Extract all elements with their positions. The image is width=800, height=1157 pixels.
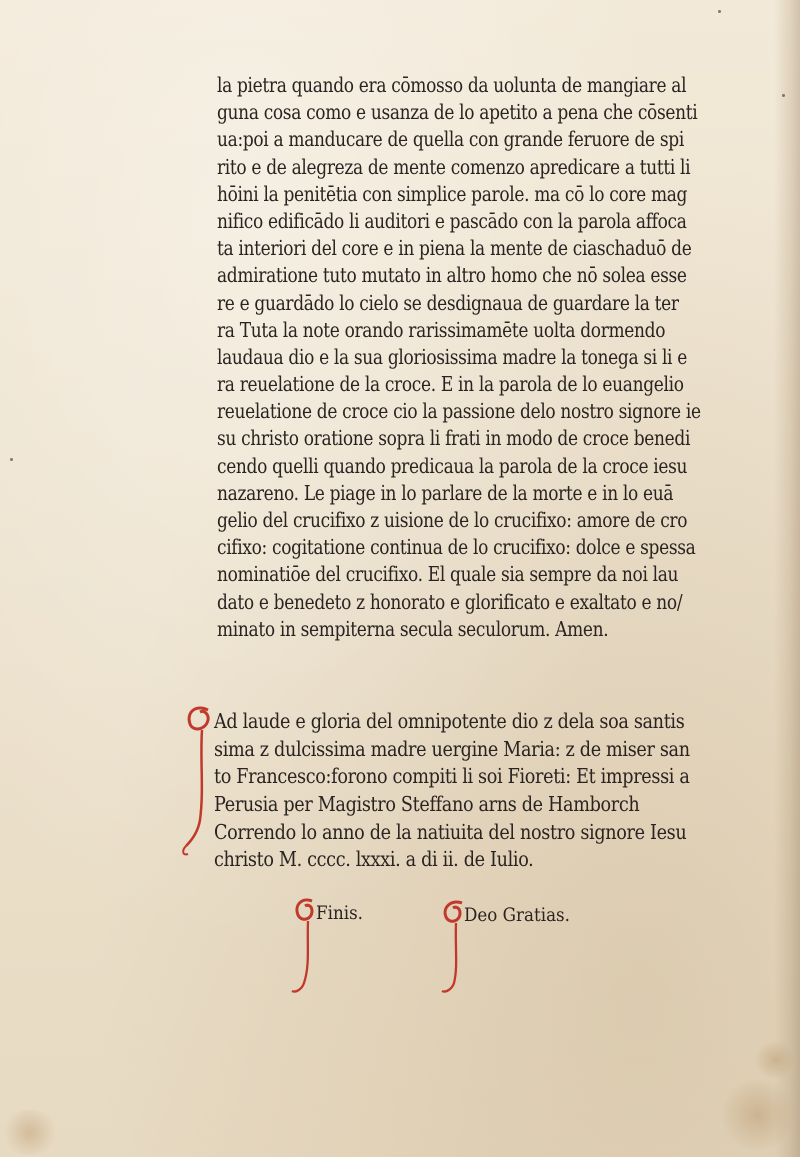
text-line: nifico edificādo li auditori e pascādo con la parola affoca xyxy=(217,208,687,233)
text-line: ra Tuta la note orando rarissimamēte uolta dormendo xyxy=(217,317,666,342)
text-line: admiratione tuto mutato in altro homo che nō solea esse xyxy=(217,263,687,288)
main-text-block xyxy=(217,72,777,643)
text-line: gelio del crucifixo z uisione de lo crucifixo: amore de cro xyxy=(217,508,688,532)
foxing-stain xyxy=(755,1040,795,1080)
foxing-stain xyxy=(0,1110,60,1155)
paper-speck xyxy=(10,458,13,461)
colophon-line: christo M. cccc. lxxxi. a di ii. de Iulio. xyxy=(214,847,534,872)
paper-speck xyxy=(782,94,785,97)
text-line: cendo quelli quando predicaua la parola de la croce iesu xyxy=(217,453,688,478)
colophon-line: Ad laude e gloria del omnipotente dio z dela soa santis xyxy=(214,709,685,733)
text-line: la pietra quando era cōmosso da uolunta de mangiare al xyxy=(217,73,687,97)
text-line: minato in sempiterna secula seculorum. Amen. xyxy=(217,616,609,641)
text-line: hōini la penitētia con simplice parole. ma cō lo core mag xyxy=(217,181,688,206)
text-line: reuelatione de croce cio la passione delo nostro signore ie xyxy=(217,399,701,424)
colophon-line: to Francesco:forono compiti li soi Fioreti: Et impressi a xyxy=(214,764,690,789)
text-line: su christo oratione sopra li frati in modo de croce benedi xyxy=(217,426,691,451)
text-line: guna cosa como e usanza de lo apetito a pena che cōsenti xyxy=(217,100,698,125)
colophon-line: Correndo lo anno de la natiuita del nostro signore Iesu xyxy=(214,819,687,844)
deo-gratias-label: Deo Gratias. xyxy=(464,904,570,926)
text-line: ta interiori del core e in piena la mente de ciaschaduō de xyxy=(217,236,692,261)
foxing-stain xyxy=(718,1080,798,1150)
paper-speck xyxy=(718,10,721,13)
finis-label: Finis. xyxy=(316,902,363,924)
text-line: dato e benedeto z honorato e glorificato e exaltato e no/ xyxy=(217,589,683,614)
text-line: rito e de alegreza de mente comenzo apredicare a tutti li xyxy=(217,154,691,179)
text-line: nazareno. Le piage in lo parlare de la morte e in lo euā xyxy=(217,480,674,505)
colophon-line: sima z dulcissima madre uergine Maria: z de miser san xyxy=(214,736,690,761)
colophon-line: Perusia per Magistro Steffano arns de Hamborch xyxy=(214,792,640,817)
colophon-block xyxy=(214,708,734,874)
text-line: nominatiōe del crucifixo. El quale sia sempre da noi lau xyxy=(217,562,679,587)
text-line: ra reuelatione de la croce. E in la parola de lo euangelio xyxy=(217,372,684,397)
text-line: ua:poi a manducare de quella con grande feruore de spi xyxy=(217,127,684,152)
page-edge-shadow xyxy=(774,0,800,1157)
text-line: re e guardādo lo cielo se desdignaua de guardare la ter xyxy=(217,290,679,315)
text-line: cifixo: cogitatione continua de lo crucifixo: dolce e spessa xyxy=(217,535,696,560)
text-line: laudaua dio e la sua gloriosissima madre la tonega si li e xyxy=(217,344,687,369)
